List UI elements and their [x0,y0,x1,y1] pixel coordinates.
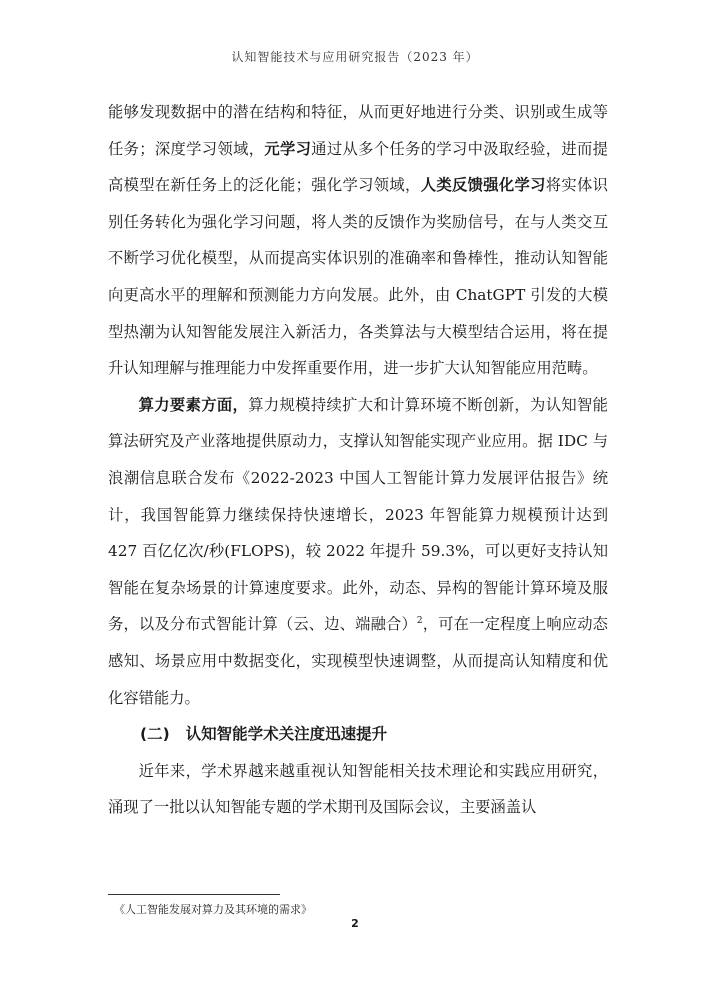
para1-text-c: 将实体识别任务转化为强化学习问题，将人类的反馈作为奖励信号，在与人类交互不断学习优化模型，从而提高实体识别的准确率和鲁棒性，推动认知智能向更高水平的理解和预测能力方向发展。此外，由 ChatGPT 引发的大模型热潮为认知智能发展注入新活力，各类算法与大模型结合运用，将在提升认知理解与推理能力中发挥重要作用，进一步扩大认知智能应用范畴。 [108,176,608,378]
page-number: 2 [351,917,359,930]
para1-text-a: 能够发现数据中的潜在结构和特征，从而更好地进行分类、识别或生成等任务；深度学习领域， [108,103,608,158]
compute-lead: 算力要素方面， [138,395,249,414]
section-number: (二) [140,725,170,744]
para1-text-b: 通过从多个任务的学习中汲取经验，进而提高模型在新任务上的泛化能；强化学习领域， [108,139,608,195]
paragraph-academic: 近年来，学术界越来越重视认知智能相关技术理论和实践应用研究，涌现了一批以认知智能专题的学术期刊及国际会议，主要涵盖认 [108,761,608,817]
running-header: 认知智能技术与应用研究报告（2023 年） [231,50,479,64]
footnote-text: 《人工智能发展对算力及其环境的需求》 [114,903,312,916]
para2-text-b: ，可在一定程度上响应动态感知、场景应用中数据变化，实现模型快速调整，从而提高认知精度和优化容错能力。 [108,615,608,707]
section-heading [108,716,608,753]
term-rlhf: 人类反馈强化学习 [420,176,546,195]
section-title: 认知智能学术关注度迅速提升 [185,725,388,744]
term-meta-learning: 元学习 [264,139,312,158]
paragraph-algorithms [108,94,608,387]
body-content [108,94,608,826]
footnote-ref[interactable]: 2 [416,616,423,627]
paragraph-compute [108,387,608,716]
footnote-divider [108,894,280,895]
para2-text-a: 算力规模持续扩大和计算环境不断创新，为认知智能算法研究及产业落地提供原动力，支撑认知智能实现产业应用。据 IDC 与浪潮信息联合发布《2022-2023 中国人工智能计算力发展评估报告》统计，我国智能算力继续保持快速增长，2023 年智能算力规模预计达到 427 百亿亿次/秒(FLOPS)，较 2022 年提升 59.3%，可以更好支持认知智能在复杂场景的计算速度要求。此外，动态、异构的智能计算环境及服务，以及分布式智能计算（云、边、端融合） [108,395,608,634]
